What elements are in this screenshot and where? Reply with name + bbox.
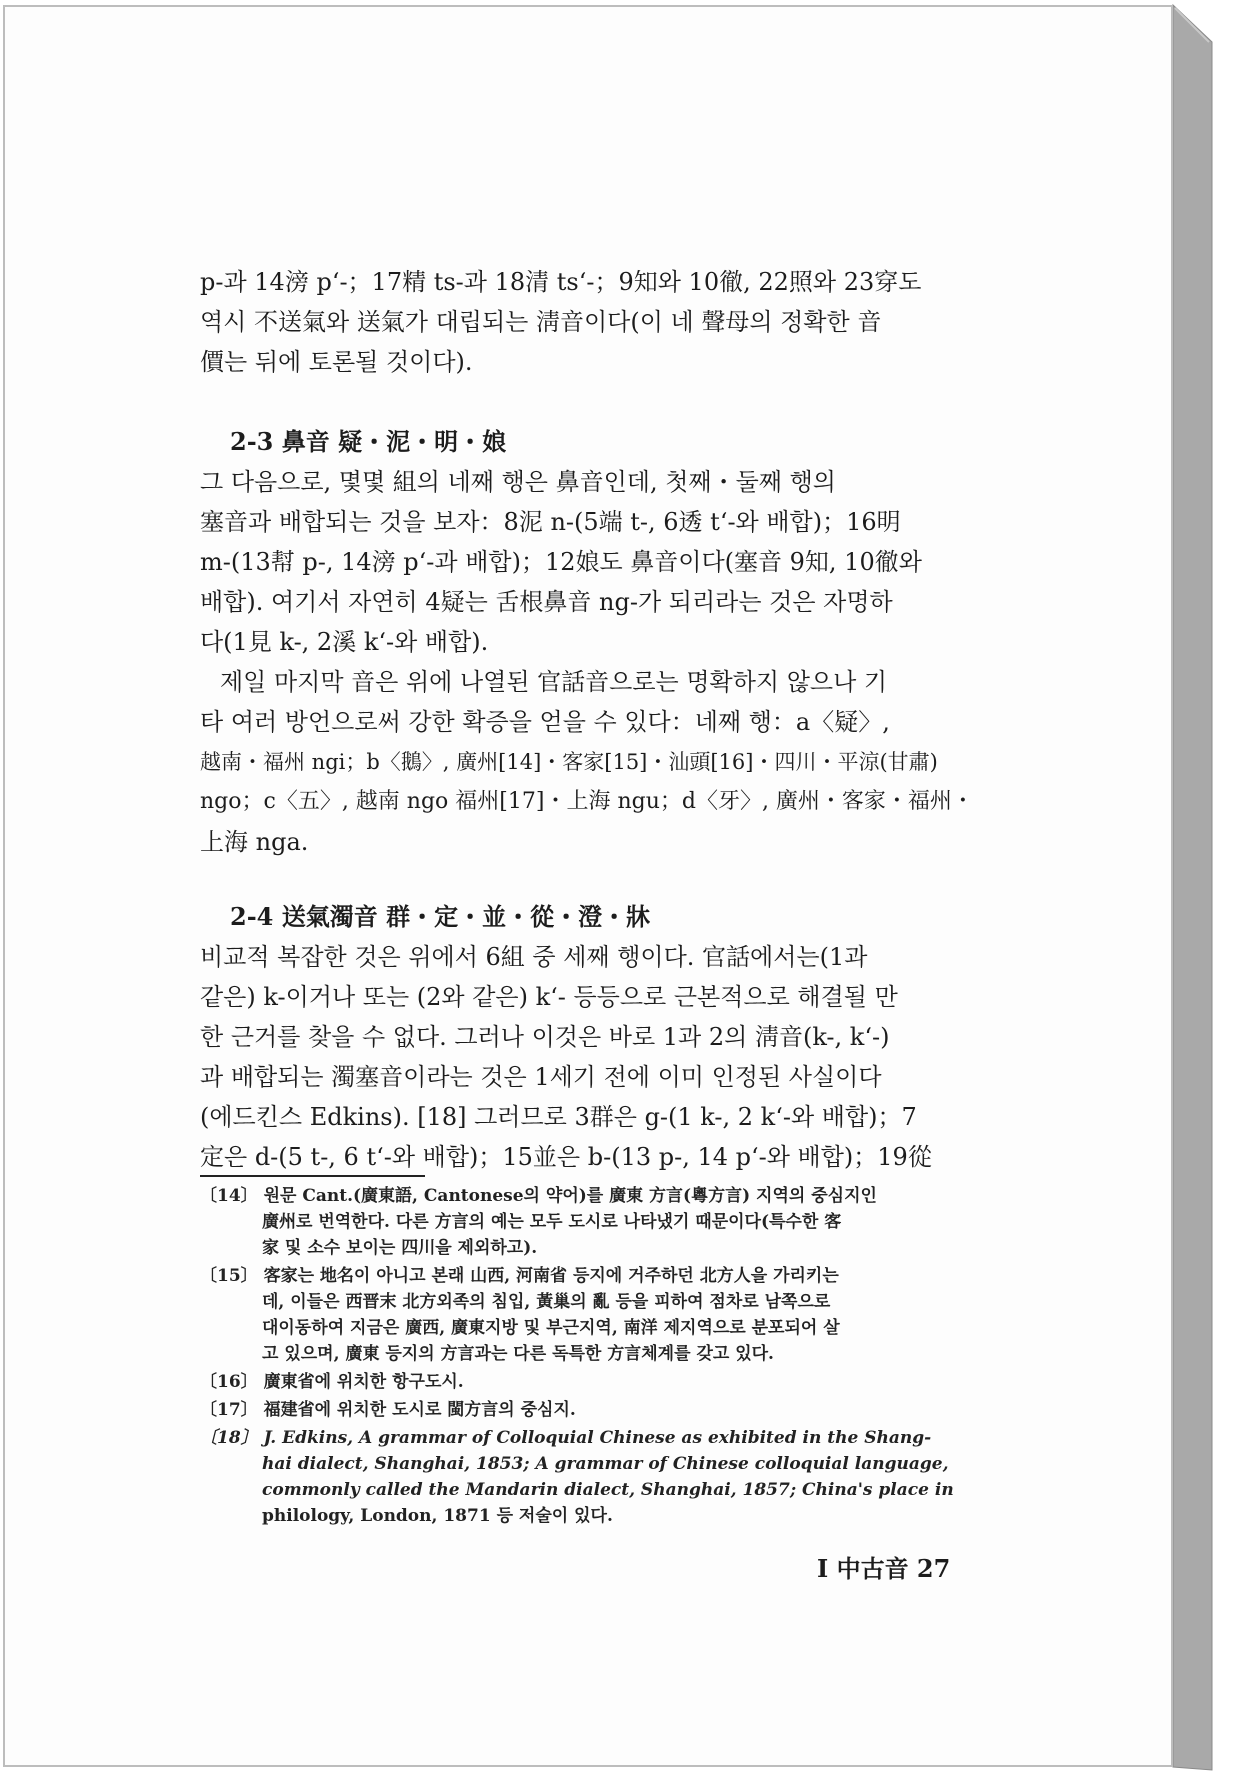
section-heading-2-4: 2-4 送氣濁音 群・定・並・從・澄・牀	[230, 902, 651, 931]
footnote-line: 대이동하여 지금은 廣西, 廣東지방 및 부근지역, 南洋 제지역으로 분포되어 살	[262, 1318, 840, 1338]
footnote-line: hai dialect, Shanghai, 1853; A grammar of Chinese colloquial language,	[262, 1454, 949, 1474]
body-line: 定은 d-(5 t-, 6 t‘-와 배합)；15並은 b-(13 p-, 14 p‘-와 배합)；19從	[200, 1143, 932, 1171]
footnote-17: 〔17〕 福建省에 위치한 도시로 閩方言의 중심지.	[200, 1400, 576, 1420]
body-line: 그 다음으로, 몇몇 組의 네째 행은 鼻音인데, 첫째・둘째 행의	[200, 468, 836, 496]
body-line: 價는 뒤에 토론될 것이다).	[200, 348, 473, 376]
body-line: 越南・福州 ngi；b〈鵝〉, 廣州[14]・客家[15]・汕頭[16]・四川・平涼(甘肅)	[200, 750, 938, 774]
body-line: 上海 nga.	[200, 828, 309, 856]
page-number: I 中古音 27	[817, 1554, 951, 1583]
footnote-line: 廣州로 번역한다. 다른 方言의 예는 모두 도시로 나타냈기 때문이다(특수한 客	[262, 1212, 842, 1232]
footnote-rule	[200, 1175, 425, 1177]
body-line: ngo；c〈五〉, 越南 ngo 福州[17]・上海 ngu；d〈牙〉, 廣州・客家・福州・	[200, 789, 974, 814]
section-heading-2-3: 2-3 鼻音 疑・泥・明・娘	[230, 427, 507, 456]
body-line: 塞音과 배합되는 것을 보자：8泥 n-(5端 t-, 6透 t‘-와 배합)；16明	[200, 508, 901, 536]
body-line: 제일 마지막 音은 위에 나열된 官話音으로는 명확하지 않으나 기	[220, 668, 888, 696]
body-line: m-(13幇 p-, 14滂 p‘-과 배합)；12娘도 鼻音이다(塞音 9知, 10徹와	[200, 548, 922, 576]
body-line: 같은) k-이거나 또는 (2와 같은) k‘- 등등으로 근본적으로 해결될 만	[200, 983, 898, 1011]
footnote-18: 〔18〕 J. Edkins, A grammar of Colloquial Chinese as exhibited in the Shang-	[200, 1428, 932, 1448]
body-line: 비교적 복잡한 것은 위에서 6組 중 세째 행이다. 官話에서는(1과	[200, 943, 868, 971]
body-line: 다(1見 k-, 2溪 k‘-와 배합).	[200, 628, 489, 656]
page-sheet	[3, 5, 1173, 1767]
body-line: 과 배합되는 濁塞音이라는 것은 1세기 전에 이미 인정된 사실이다	[200, 1063, 882, 1091]
footnote-16: 〔16〕 廣東省에 위치한 항구도시.	[200, 1372, 464, 1392]
footnote-line: 데, 이들은 西晋末 北方외족의 침입, 黃巢의 亂 등을 피하여 점차로 남쪽으로	[262, 1292, 831, 1312]
footnote-line: philology, London, 1871 등 저술이 있다.	[262, 1506, 613, 1526]
body-line: p-과 14滂 p‘-；17精 ts-과 18清 ts‘-；9知와 10徹, 22照와 23穿도	[200, 268, 922, 296]
footnote-15: 〔15〕 客家는 地名이 아니고 본래 山西, 河南省 등지에 거주하던 北方人을 가리키는	[200, 1266, 839, 1286]
body-line: 타 여러 방언으로써 강한 확증을 얻을 수 있다：네째 행：a〈疑〉,	[200, 708, 890, 736]
footnote-line: commonly called the Mandarin dialect, Shanghai, 1857; China's place in	[262, 1480, 954, 1500]
footnote-14: 〔14〕 원문 Cant.(廣東語, Cantonese의 약어)를 廣東 方言(粵方言) 지역의 중심지인	[200, 1186, 877, 1206]
body-line: 역시 不送氣와 送氣가 대립되는 淸音이다(이 네 聲母의 정확한 音	[200, 308, 882, 336]
body-line: (에드킨스 Edkins). [18] 그러므로 3群은 g-(1 k-, 2 k‘-와 배합)；7	[200, 1103, 917, 1131]
body-line: 한 근거를 찾을 수 없다. 그러나 이것은 바로 1과 2의 淸音(k-, k‘-)	[200, 1023, 890, 1051]
footnote-line: 고 있으며, 廣東 등지의 方言과는 다른 독특한 方言체계를 갖고 있다.	[262, 1344, 774, 1364]
footnote-line: 家 및 소수 보이는 四川을 제외하고).	[262, 1238, 538, 1258]
body-line: 배합). 여기서 자연히 4疑는 舌根鼻音 ng-가 되리라는 것은 자명하	[200, 588, 893, 616]
